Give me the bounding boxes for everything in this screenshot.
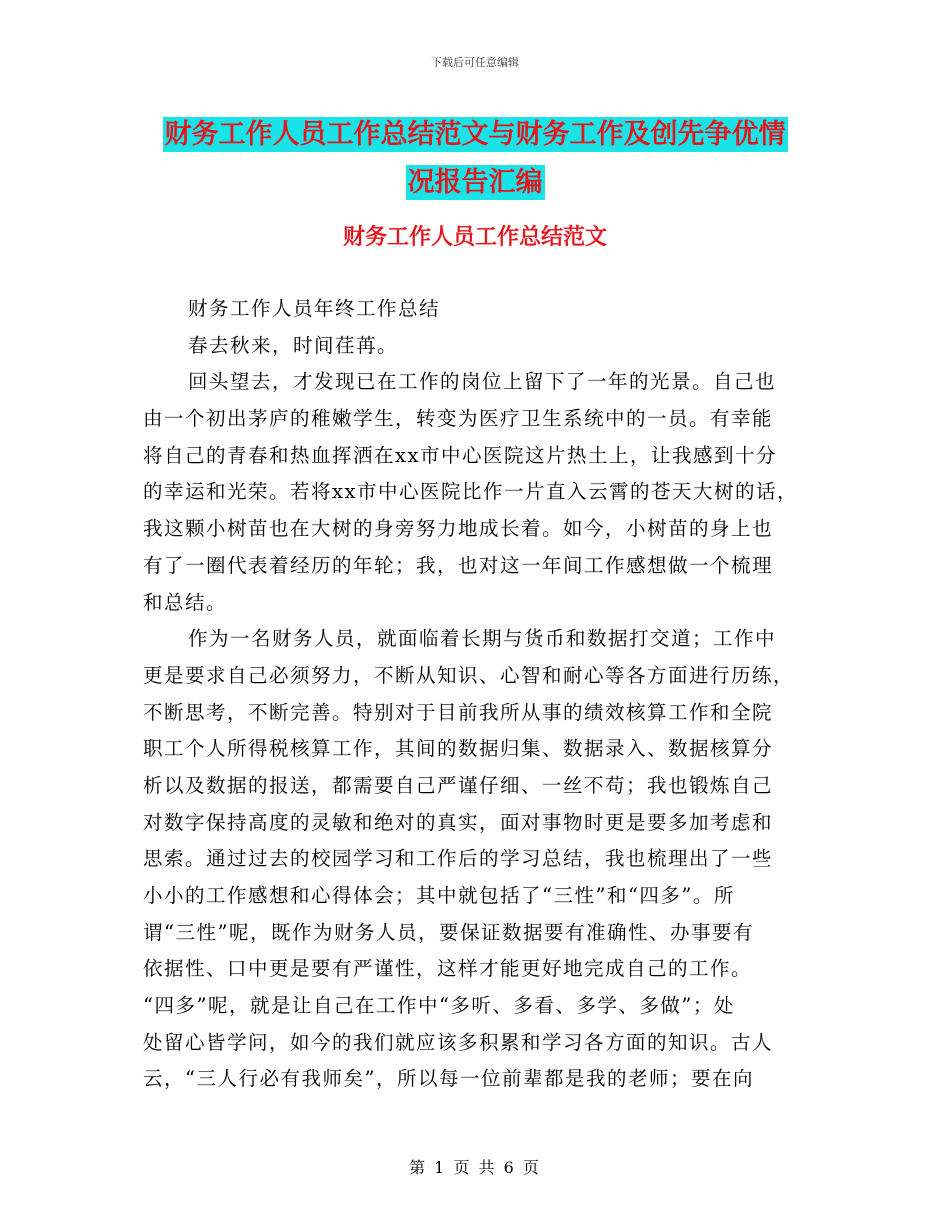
title-line-1: 财务工作人员工作总结范文与财务工作及创先争优情 — [164, 119, 786, 150]
body-line: 依据性、口中更是要有严谨性，这样才能更好地完成自己的工作。 — [143, 957, 753, 981]
body-line: 作为一名财务人员，就面临着长期与货币和数据打交道；工作中 — [188, 627, 777, 651]
page-header: 下载后可任意编辑 — [431, 56, 519, 69]
body-line: 析以及数据的报送，都需要自己严谨仔细、一丝不苟；我也锻炼自己 — [143, 773, 774, 797]
body-line: 的幸运和光荣。若将xx市中心医院比作一片直入云霄的苍天大树的话， — [143, 480, 798, 504]
body-line: 财务工作人员年终工作总结 — [188, 297, 441, 320]
body-text — [143, 291, 803, 1098]
body-line: 由一个初出茅庐的稚嫩学生，转变为医疗卫生系统中的一员。有幸能 — [143, 407, 774, 431]
body-line: 回头望去，才发现已在工作的岗位上留下了一年的光景。自己也 — [188, 370, 777, 394]
body-line: 思索。通过过去的校园学习和工作后的学习总结，我也梳理出了一些 — [143, 847, 774, 871]
page-footer: 第 1 页 共 6 页 — [409, 1158, 541, 1177]
body-line: 小小的工作感想和心得体会；其中就包括了“三性”和“四多”。所 — [143, 884, 735, 907]
section-title: 财务工作人员工作总结范文 — [342, 225, 607, 250]
body-line: 不断思考，不断完善。特别对于目前我所从事的绩效核算工作和全院 — [143, 700, 774, 724]
body-line: 春去秋来，时间荏苒。 — [188, 333, 399, 357]
body-line: 我这颗小树苗也在大树的身旁努力地成长着。如今，小树苗的身上也 — [143, 517, 774, 541]
title-line-2: 况报告汇编 — [407, 167, 543, 198]
body-line: 有了一圈代表着经历的年轮；我，也对这一年间工作感想做一个梳理 — [143, 553, 774, 577]
body-line: 谓“三性”呢，既作为财务人员，要保证数据要有准确性、办事要有 — [143, 920, 754, 944]
body-line: 对数字保持高度的灵敏和绝对的真实，面对事物时更是要多加考虑和 — [143, 810, 774, 834]
body-line: 处留心皆学问，如今的我们就应该多积累和学习各方面的知识。古人 — [143, 1030, 774, 1054]
body-line: 更是要求自己必须努力，不断从知识、心智和耐心等各方面进行历练， — [143, 663, 795, 687]
body-line: “四多”呢，就是让自己在工作中“多听、多看、多学、多做”；处 — [143, 994, 735, 1018]
body-line: 职工个人所得税核算工作，其间的数据归集、数据录入、数据核算分 — [143, 737, 774, 761]
document-title — [0, 111, 950, 207]
body-line: 云，“三人行必有我师矣”，所以每一位前辈都是我的老师；要在向 — [143, 1067, 754, 1091]
body-line: 将自己的青春和热血挥洒在xx市中心医院这片热土上，让我感到十分 — [143, 443, 777, 467]
body-line: 和总结。 — [143, 590, 228, 614]
